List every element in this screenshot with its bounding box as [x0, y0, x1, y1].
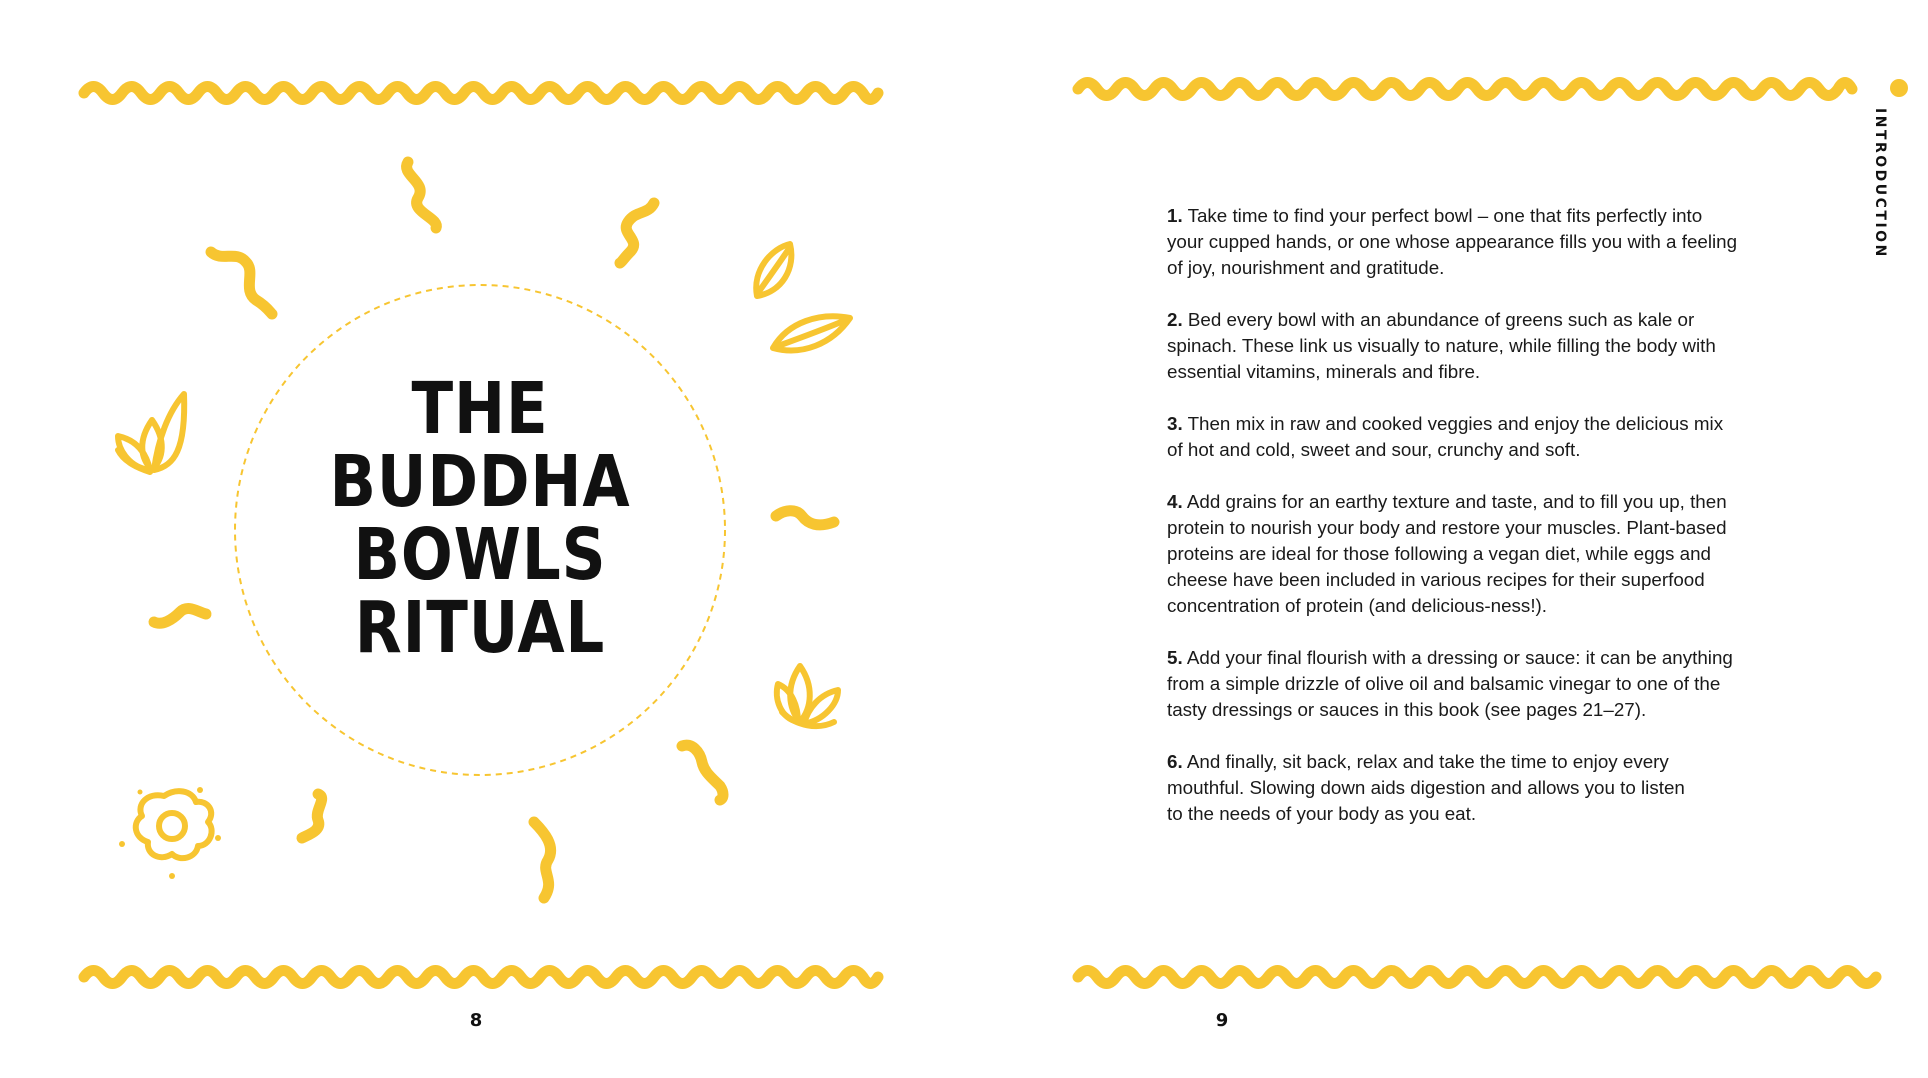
step-line: spinach. These link us visually to nature, while filling the body with [1167, 335, 1716, 356]
step-line: Then mix in raw and cooked veggies and enjoy the delicious mix [1187, 413, 1724, 434]
page-title [265, 367, 695, 669]
squiggle-icon [211, 252, 272, 314]
section-label: INTRODUCTION [1872, 108, 1888, 259]
lotus-icon [777, 666, 838, 726]
step-line: concentration of protein (and delicious-ness!). [1167, 595, 1548, 616]
step-line: Bed every bowl with an abundance of greens such as kale or [1187, 309, 1695, 330]
step-line: essential vitamins, minerals and fibre. [1167, 361, 1481, 382]
step-item [1167, 411, 1787, 463]
title-line: BUDDHA [329, 440, 631, 523]
ritual-steps-list [1167, 203, 1787, 853]
step-line: cheese have been included in various recipes for their superfood [1167, 569, 1705, 590]
flower-icon [136, 791, 212, 858]
step-number: 2. [1167, 309, 1183, 330]
bottom-wave-border [84, 971, 878, 984]
title-line: THE [411, 367, 549, 450]
step-line: mouthful. Slowing down aids digestion and allows you to listen [1167, 777, 1685, 798]
title-line: BOWLS [353, 513, 607, 596]
squiggle-icon [534, 822, 551, 898]
step-item [1167, 489, 1787, 619]
step-line: And finally, sit back, relax and take the time to enjoy every [1186, 751, 1669, 772]
squiggle-icon [776, 511, 834, 525]
step-item [1167, 307, 1787, 385]
section-dot-icon [1890, 79, 1908, 97]
right-page [964, 0, 1928, 1078]
step-number: 5. [1167, 647, 1183, 668]
step-item [1167, 203, 1787, 281]
step-number: 4. [1167, 491, 1183, 512]
step-line: protein to nourish your body and restore your muscles. Plant-based [1167, 517, 1727, 538]
lotus-icon [118, 394, 184, 472]
leaf-icon [756, 244, 791, 296]
step-number: 6. [1167, 751, 1183, 772]
top-wave-border [84, 87, 878, 100]
step-line: from a simple drizzle of olive oil and balsamic vinegar to one of the [1167, 673, 1721, 694]
step-line: of hot and cold, sweet and sour, crunchy and soft. [1167, 439, 1581, 460]
step-item [1167, 749, 1787, 827]
step-line: to the needs of your body as you eat. [1167, 803, 1477, 824]
step-line: of joy, nourishment and gratitude. [1167, 257, 1445, 278]
squiggle-icon [682, 745, 723, 800]
step-line: Add grains for an earthy texture and taste, and to fill you up, then [1186, 491, 1727, 512]
leaf-icon [773, 316, 850, 350]
title-line: RITUAL [354, 586, 606, 669]
step-number: 3. [1167, 413, 1183, 434]
top-wave-border [1078, 83, 1852, 96]
bottom-wave-border [1078, 971, 1876, 984]
squiggle-icon [620, 203, 654, 263]
page-number: 8 [469, 1010, 483, 1031]
page-number: 9 [1215, 1010, 1229, 1031]
step-number: 1. [1167, 205, 1183, 226]
step-line: tasty dressings or sauces in this book (see pages 21–27). [1167, 699, 1647, 720]
step-line: your cupped hands, or one whose appearance fills you with a feeling [1167, 231, 1738, 252]
step-line: Add your final flourish with a dressing or sauce: it can be anything [1186, 647, 1733, 668]
squiggle-icon [407, 162, 437, 228]
squiggle-icon [154, 609, 206, 624]
squiggle-icon [302, 794, 322, 838]
step-line: Take time to find your perfect bowl – one that fits perfectly into [1187, 205, 1703, 226]
step-line: proteins are ideal for those following a vegan diet, while eggs and [1167, 543, 1711, 564]
step-item [1167, 645, 1787, 723]
